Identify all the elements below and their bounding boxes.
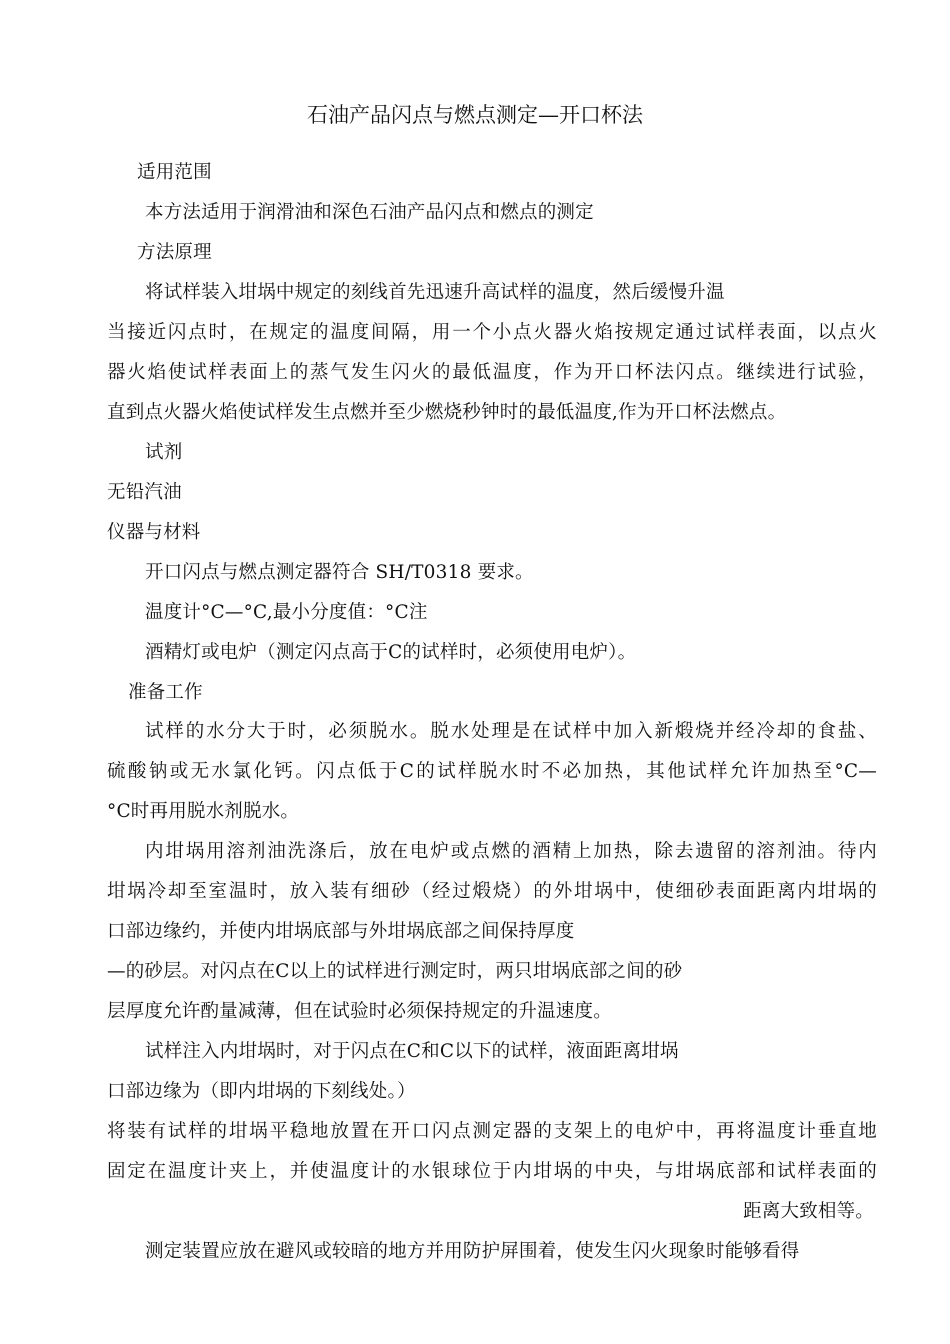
paragraph-line: 层厚度允许酌量减薄，但在试验时必须保持规定的升温速度。	[107, 1001, 612, 1022]
document-title: 石油产品闪点与燃点测定—开口杯法	[307, 103, 643, 127]
paragraph-line: 固定在温度计夹上，并使温度计的水银球位于内坩埚的中央，与坩埚底部和试样表面的	[107, 1161, 877, 1182]
paragraph-line: 当接近闪点时，在规定的温度间隔，用一个小点火器火焰按规定通过试样表面，以点火	[107, 322, 877, 343]
paragraph-line: 硫酸钠或无水氯化钙。闪点低于C的试样脱水时不必加热，其他试样允许加热至°C—	[107, 761, 877, 782]
paragraph-line: 温度计°C—°C,最小分度值：°C注	[145, 602, 428, 623]
paragraph-line: 直到点火器火焰使试样发生点燃并至少燃烧秒钟时的最低温度,作为开口杯法燃点。	[107, 402, 787, 423]
paragraph-line: 口部边缘为（即内坩埚的下刻线处。）	[107, 1081, 416, 1102]
paragraph-line: 器火焰使试样表面上的蒸气发生闪火的最低温度，作为开口杯法闪点。继续进行试验，	[107, 362, 877, 383]
heading-preparation: 准备工作	[128, 682, 203, 703]
paragraph-line: 酒精灯或电炉（测定闪点高于C的试样时，必须使用电炉）。	[145, 642, 637, 663]
paragraph-line: 测定装置应放在避风或较暗的地方并用防护屏围着，使发生闪火现象时能够看得	[145, 1241, 800, 1262]
paragraph-line: 距离大致相等。	[743, 1201, 874, 1222]
paragraph-line: 口部边缘约，并使内坩埚底部与外坩埚底部之间保持厚度	[107, 921, 575, 942]
paragraph-line: 试样注入内坩埚时，对于闪点在C和C以下的试样，液面距离坩埚	[145, 1041, 679, 1062]
paragraph-reagent: 无铅汽油	[107, 482, 182, 503]
heading-apparatus: 仪器与材料	[107, 522, 201, 543]
paragraph-line: 内坩埚用溶剂油洗涤后，放在电炉或点燃的酒精上加热，除去遗留的溶剂油。待内	[145, 841, 877, 862]
paragraph-scope: 本方法适用于润滑油和深色石油产品闪点和燃点的测定	[145, 202, 594, 223]
paragraph-line: —的砂层。对闪点在C以上的试样进行测定时，两只坩埚底部之间的砂	[107, 961, 683, 982]
paragraph-line: 将装有试样的坩埚平稳地放置在开口闪点测定器的支架上的电炉中，再将温度计垂直地	[107, 1121, 877, 1142]
paragraph-line: °C时再用脱水剂脱水。	[107, 801, 300, 822]
paragraph-line: 试样的水分大于时，必须脱水。脱水处理是在试样中加入新煅烧并经冷却的食盐、	[145, 721, 877, 742]
heading-principle: 方法原理	[137, 242, 212, 263]
heading-reagents: 试剂	[145, 442, 183, 463]
paragraph-line: 开口闪点与燃点测定器符合 SH/T0318 要求。	[145, 562, 534, 583]
paragraph-line: 坩埚冷却至室温时，放入装有细砂（经过煅烧）的外坩埚中，使细砂表面距离内坩埚的	[107, 881, 877, 902]
paragraph-line: 将试样装入坩埚中规定的刻线首先迅速升高试样的温度，然后缓慢升温	[145, 282, 725, 303]
heading-scope: 适用范围	[137, 162, 212, 183]
